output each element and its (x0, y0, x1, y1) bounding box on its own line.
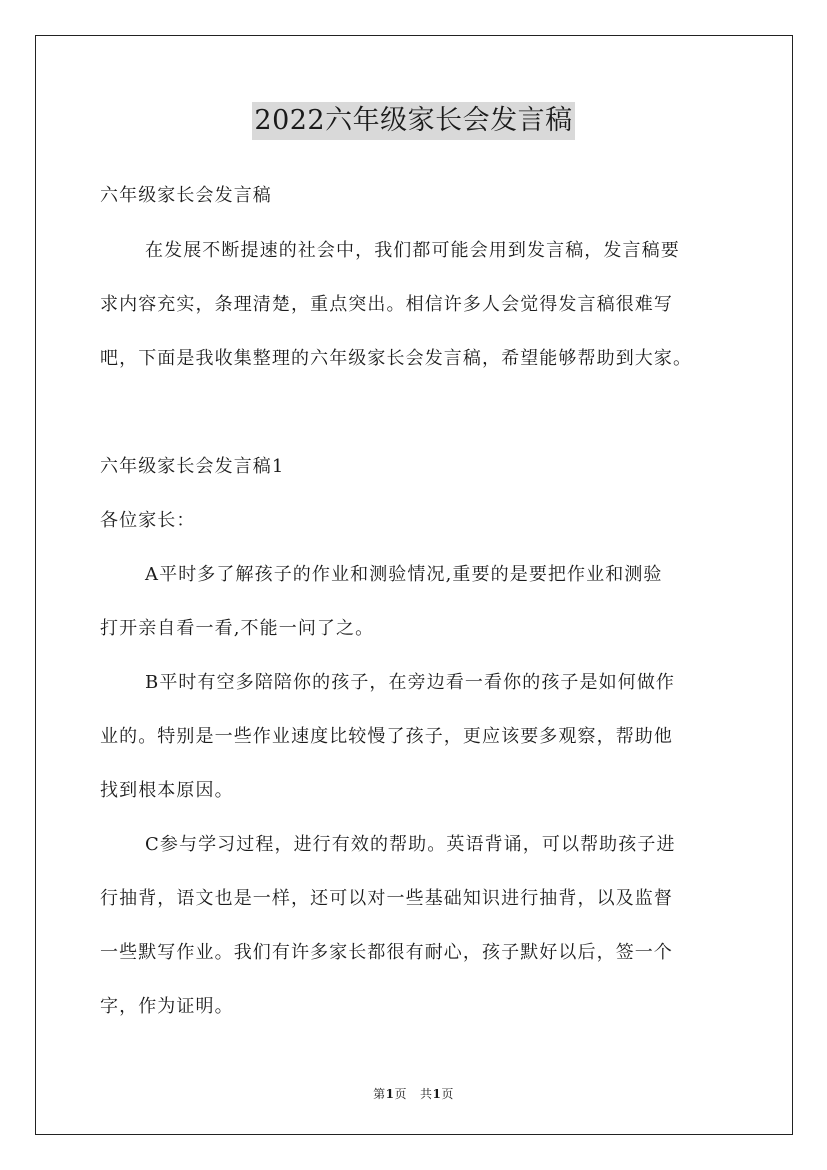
intro-line-3: 吧，下面是我收集整理的六年级家长会发言稿，希望能够帮助到大家。 (100, 348, 693, 369)
section-title: 六年级家长会发言稿1 (100, 456, 285, 477)
footer-total-prefix: 共 (419, 1087, 433, 1101)
page-footer (0, 1085, 827, 1102)
footer-page-suffix: 页 (394, 1087, 408, 1101)
title-container (0, 102, 827, 140)
para-c-line-2: 行抽背，语文也是一样，还可以对一些基础知识进行抽背，以及监督 (100, 888, 673, 909)
para-b-line-3: 找到根本原因。 (100, 780, 234, 801)
intro-line-2: 求内容充实，条理清楚，重点突出。相信许多人会觉得发言稿很难写 (100, 294, 673, 315)
intro-line-1: 在发展不断提速的社会中，我们都可能会用到发言稿，发言稿要 (145, 240, 680, 261)
para-a-line-1: A平时多了解孩子的作业和测验情况,重要的是要把作业和测验 (145, 564, 663, 585)
para-c-line-1: C参与学习过程，进行有效的帮助。英语背诵，可以帮助孩子进 (145, 834, 676, 855)
subtitle: 六年级家长会发言稿 (100, 185, 272, 206)
para-c-line-3: 一些默写作业。我们有许多家长都很有耐心，孩子默好以后，签一个 (100, 942, 673, 963)
footer-total-number: 1 (432, 1087, 442, 1101)
para-b-line-2: 业的。特别是一些作业速度比较慢了孩子，更应该要多观察，帮助他 (100, 726, 673, 747)
footer-page-number: 1 (385, 1087, 395, 1101)
para-c-line-4: 字，作为证明。 (100, 996, 234, 1017)
greeting: 各位家长： (100, 510, 196, 531)
document-title: 2022六年级家长会发言稿 (252, 102, 574, 140)
footer-total-suffix: 页 (441, 1087, 454, 1101)
para-b-line-1: B平时有空多陪陪你的孩子，在旁边看一看你的孩子是如何做作 (145, 672, 676, 693)
para-a-line-2: 打开亲自看一看,不能一问了之。 (100, 618, 375, 639)
footer-page-prefix: 第 (373, 1087, 386, 1101)
